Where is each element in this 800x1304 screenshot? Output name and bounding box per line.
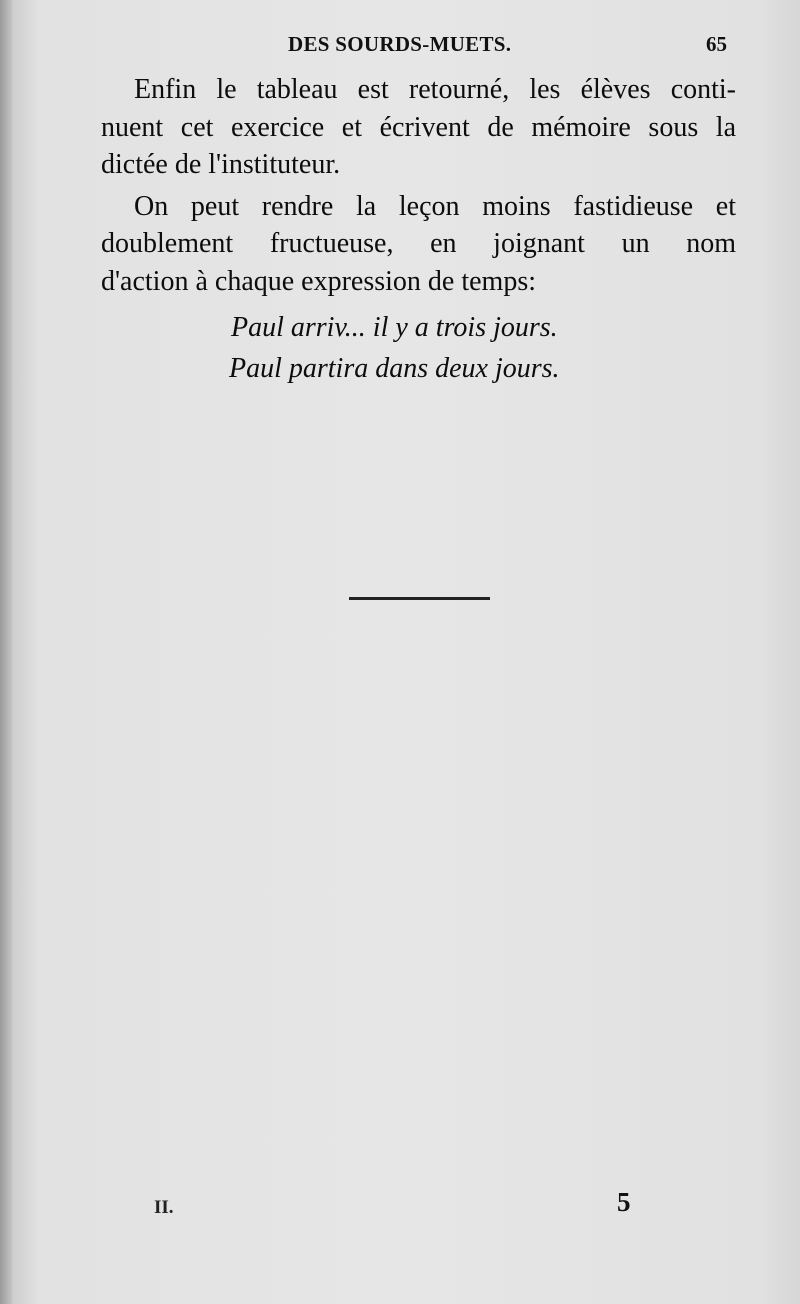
body-text	[101, 71, 736, 300]
example-sentence: Paul partira dans deux jours.	[229, 353, 560, 384]
example-sentence: Paul arriv... il y a trois jours.	[231, 312, 558, 343]
section-divider-rule	[349, 597, 490, 600]
text-line: dictée de l'instituteur.	[101, 149, 341, 180]
text-line: Enfin le tableau est retourné, les élèves conti-	[134, 74, 736, 105]
text-line: d'action à chaque expression de temps:	[101, 265, 537, 297]
page-number: 65	[706, 32, 727, 56]
text-line: nuent cet exercice et écrivent de mémoire sous la	[101, 111, 736, 143]
page-edge-shadow	[0, 0, 12, 1304]
paragraph	[101, 71, 736, 184]
signature-mark: II.	[154, 1197, 174, 1218]
running-head: DES SOURDS-MUETS.	[288, 32, 512, 56]
page-header	[0, 32, 800, 62]
text-line: doublement fructueuse, en joignant un nom	[101, 228, 736, 259]
paragraph	[101, 188, 736, 301]
signature-number: 5	[617, 1187, 631, 1217]
text-line: On peut rendre la leçon moins fastidieuse et	[134, 190, 736, 222]
